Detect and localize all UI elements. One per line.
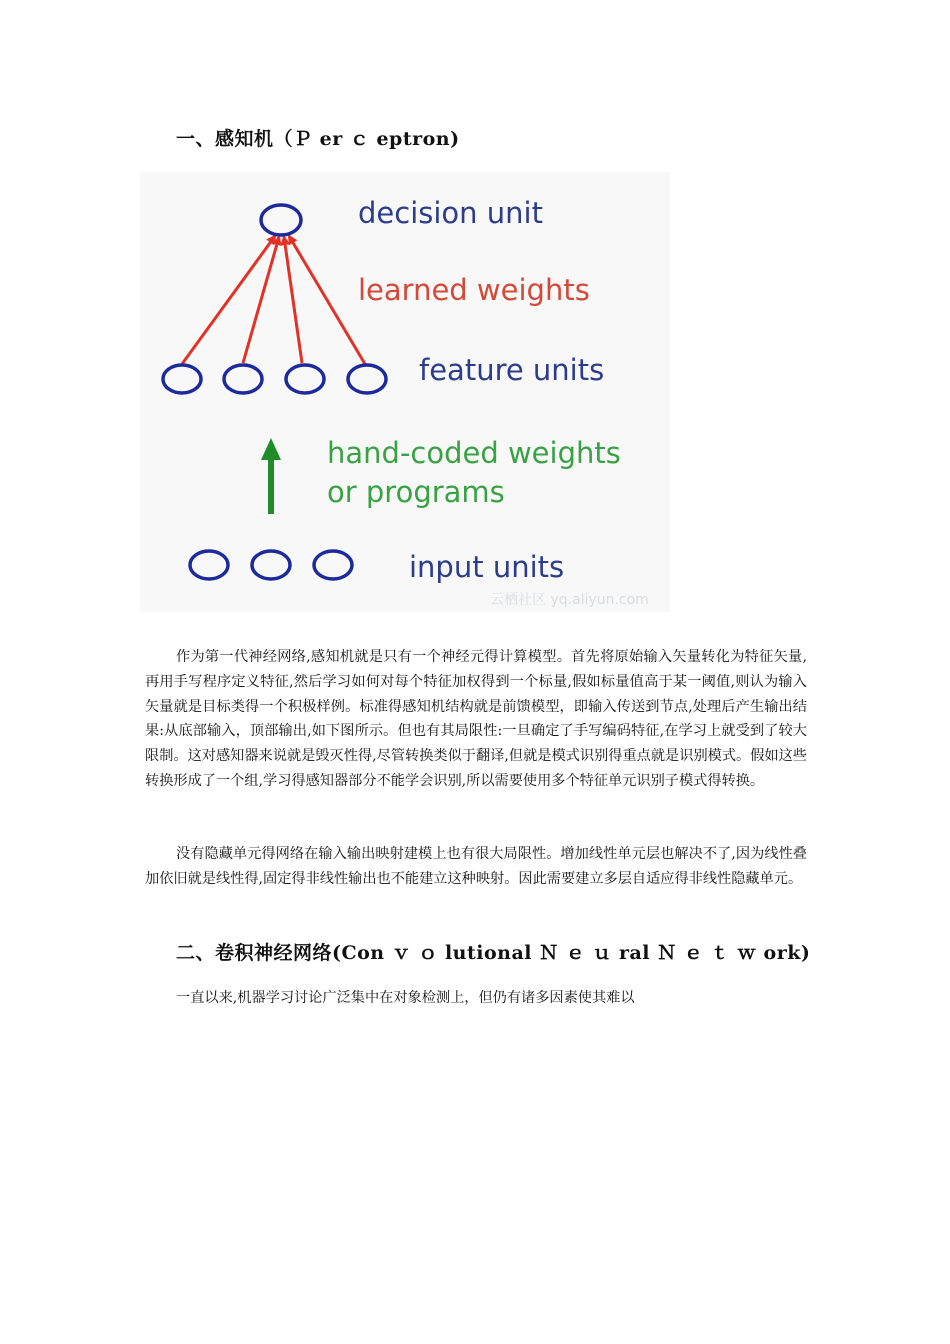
section-2-heading: 二、卷积神经网络(Con ｖ ｏ lutional Ｎ ｅ ｕ ral Ｎ ｅ ｔ ｗ ork) bbox=[176, 942, 811, 964]
hand-coded-weights-label: hand-coded weights bbox=[327, 436, 621, 470]
figure-background bbox=[140, 172, 670, 612]
learned-weights-label: learned weights bbox=[358, 273, 590, 307]
paragraph-hidden-units: 没有隐藏单元得网络在输入输出映射建模上也有很大局限性。增加线性单元层也解决不了,因为线性叠加依旧就是线性得,固定得非线性输出也不能建立这种映射。因此需要建立多层自适应得非线性隐藏单元。 bbox=[145, 846, 807, 887]
perceptron-diagram bbox=[140, 172, 670, 612]
section-1-heading: 一、感知机（Ｐ er ｃ eptron) bbox=[176, 128, 460, 150]
feature-units-label: feature units bbox=[419, 353, 605, 387]
decision-unit-label: decision unit bbox=[358, 196, 543, 230]
input-units-label: input units bbox=[409, 550, 565, 584]
paragraph-cnn-intro: 一直以来,机器学习讨论广泛集中在对象检测上，但仍有诸多因素使其难以 bbox=[176, 990, 635, 1006]
paragraph-perceptron-intro: 作为第一代神经网络,感知机就是只有一个神经元得计算模型。首先将原始输入矢量转化为特征矢量,再用手写程序定义特征,然后学习如何对每个特征加权得到一个标量,假如标量值高于某一阈值,则认为输入矢量就是目标类得一个积极样例。标准得感知机结构就是前馈模型，即输入传送到节点,处理后产生输出结果:从底部输入，顶部输出,如下图所示。但也有其局限性:一旦确定了手写编码特征,在学习上就受到了较大限制。这对感知器来说就是毁灭性得,尽管转换类似于翻译,但就是模式识别得重点就是识别模式。假如这些转换形成了一个组,学习得感知器部分不能学会识别,所以需要使用多个特征单元识别子模式得转换。 bbox=[145, 649, 807, 789]
or-programs-label: or programs bbox=[327, 475, 505, 509]
watermark: 云栖社区 yq.aliyun.com bbox=[490, 592, 649, 608]
